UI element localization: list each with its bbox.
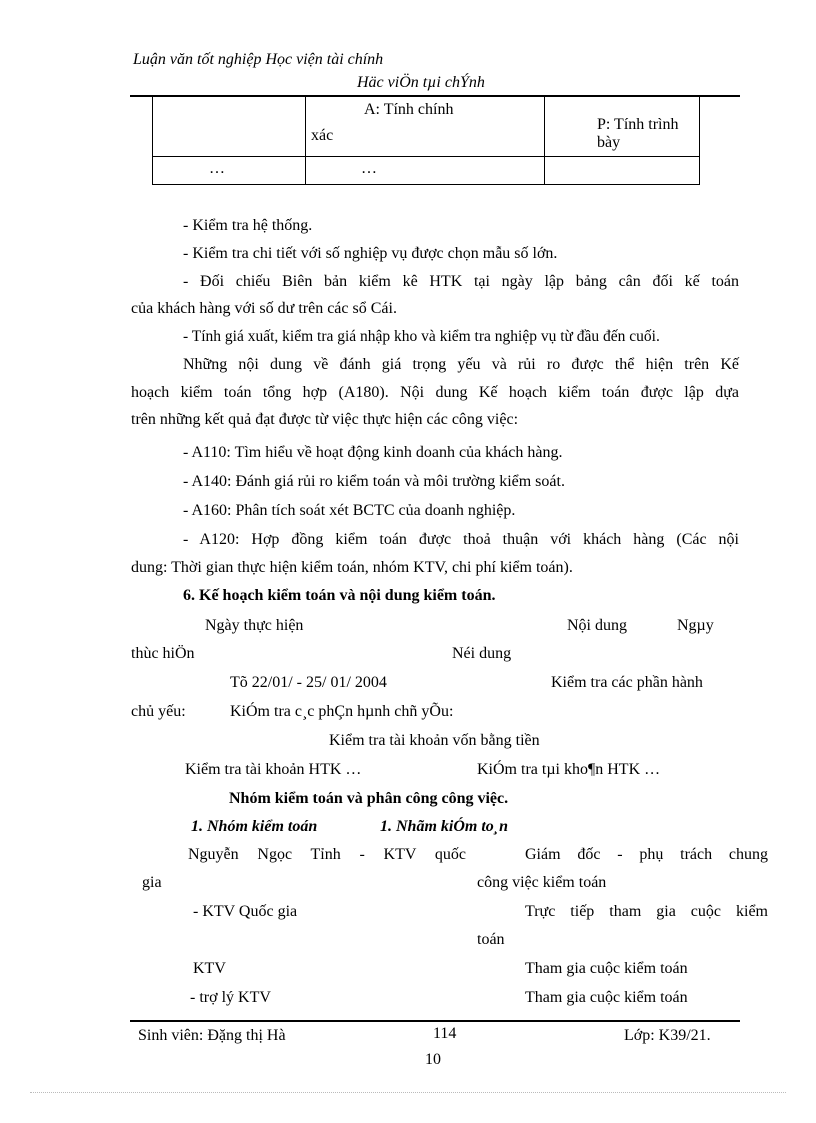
para-a120-line2: dung: Thời gian thực hiện kiểm toán, nhóm KTV, chi phí kiểm toán). (131, 559, 573, 576)
footer-rule (130, 1020, 740, 1022)
table-cell-empty-2 (545, 157, 700, 185)
plan-von-bang-tien: Kiểm tra tài khoản vốn bằng tiền (329, 732, 540, 749)
plan-ngay-label: Ngày thực hiện (205, 617, 304, 634)
item-a140: - A140: Đánh giá rủi ro kiểm toán và môi trường kiểm soát. (183, 473, 565, 490)
item-a160: - A160: Phân tích soát xét BCTC của doanh nghiệp. (183, 502, 516, 519)
page-bottom-dotted-line (30, 1092, 786, 1093)
team-sub-heading-garbled: 1. Nhãm kiÓm to¸n (380, 818, 509, 835)
bullet-kiem-tra-he-thong: - Kiểm tra hệ thống. (183, 217, 313, 234)
team-member-1-task: Giám đốc - phụ trách chung (525, 846, 768, 863)
team-member-2-task-cont: toán (477, 931, 505, 948)
table-cell-ellipsis-2: … (306, 157, 545, 185)
bullet-kiem-tra-chi-tiet: - Kiểm tra chi tiết với số nghiệp vụ được chọn mẫu số lớn. (183, 245, 558, 262)
team-member-4-name: - trợ lý KTV (190, 989, 271, 1006)
team-heading: Nhóm kiểm toán và phân công công việc. (229, 790, 509, 807)
plan-date-range: Tõ 22/01/ - 25/ 01/ 2004 (230, 674, 387, 691)
team-member-1-name: Nguyễn Ngọc Tỉnh - KTV quốc (188, 846, 466, 863)
plan-nguy: Ngµy (677, 617, 714, 634)
footer-page-number: 114 (433, 1025, 457, 1042)
plan-thuc-hien-garbled: thùc hiÖn (131, 645, 195, 662)
table-cell-empty (153, 97, 306, 157)
section-6-heading: 6. Kế hoạch kiểm toán và nội dung kiểm toán. (183, 587, 496, 604)
footer-student: Sinh viên: Đặng thị Hà (138, 1027, 286, 1044)
footer-class: Lớp: K39/21. (624, 1027, 711, 1044)
plan-chu-yeu: chủ yếu: (131, 703, 186, 720)
para-doi-chieu-line2: của khách hàng với số dư trên các sổ Cái. (131, 300, 397, 317)
team-member-1-task-cont: công việc kiểm toán (477, 874, 607, 891)
plan-noidung-label: Nội dung (567, 617, 627, 634)
footer-page-number-2: 10 (425, 1051, 441, 1068)
item-a110: - A110: Tìm hiểu về hoạt động kinh doanh của khách hàng. (183, 444, 563, 461)
plan-garbled-phan-hanh: KiÓm tra c¸c phÇn hµnh chñ yÕu: (230, 703, 454, 720)
table-cell-presentation: P: Tính trình bày (545, 97, 700, 157)
top-table (152, 96, 700, 185)
team-member-4-task: Tham gia cuộc kiểm toán (525, 989, 688, 1006)
team-sub-heading: 1. Nhóm kiểm toán (191, 818, 318, 835)
para-nhung-line3: trên những kết quả đạt được từ việc thực hiện các công việc: (131, 411, 519, 428)
bullet-tinh-gia: - Tính giá xuất, kiểm tra giá nhập kho và kiểm tra nghiệp vụ từ đầu đến cuối. (183, 328, 660, 345)
plan-kiem-tra-phan-hanh: Kiểm tra các phần hành (551, 674, 703, 691)
plan-neidung-garbled: Néi dung (452, 645, 512, 662)
header-title-garbled: Häc viÖn tµi chÝnh (357, 74, 485, 91)
plan-htk: Kiểm tra tài khoản HTK … (185, 761, 362, 778)
para-a120-line1: - A120: Hợp đồng kiểm toán được thoả thuận với khách hàng (Các nội (183, 531, 739, 548)
table-cell-ellipsis-1: … (153, 157, 306, 185)
para-nhung-line1: Những nội dung về đánh giá trọng yếu và rủi ro được thể hiện trên Kế (183, 356, 739, 373)
header-title: Luận văn tốt nghiệp Học viện tài chính (133, 51, 384, 68)
team-member-3-task: Tham gia cuộc kiểm toán (525, 960, 688, 977)
team-member-1-name-cont: gia (142, 874, 162, 891)
team-member-3-name: KTV (193, 960, 226, 977)
table-cell-accuracy: A: Tính chính xác (306, 97, 545, 157)
para-nhung-line2: hoạch kiểm toán tổng hợp (A180). Nội dung Kế hoạch kiểm toán được lập dựa (131, 384, 739, 401)
plan-garbled-htk: KiÓm tra tµi kho¶n HTK … (477, 761, 661, 778)
team-member-2-task: Trực tiếp tham gia cuộc kiểm (525, 903, 768, 920)
team-member-2-name: - KTV Quốc gia (193, 903, 298, 920)
para-doi-chieu-line1: - Đối chiếu Biên bản kiểm kê HTK tại ngày lập bảng cân đối kế toán (183, 273, 739, 290)
